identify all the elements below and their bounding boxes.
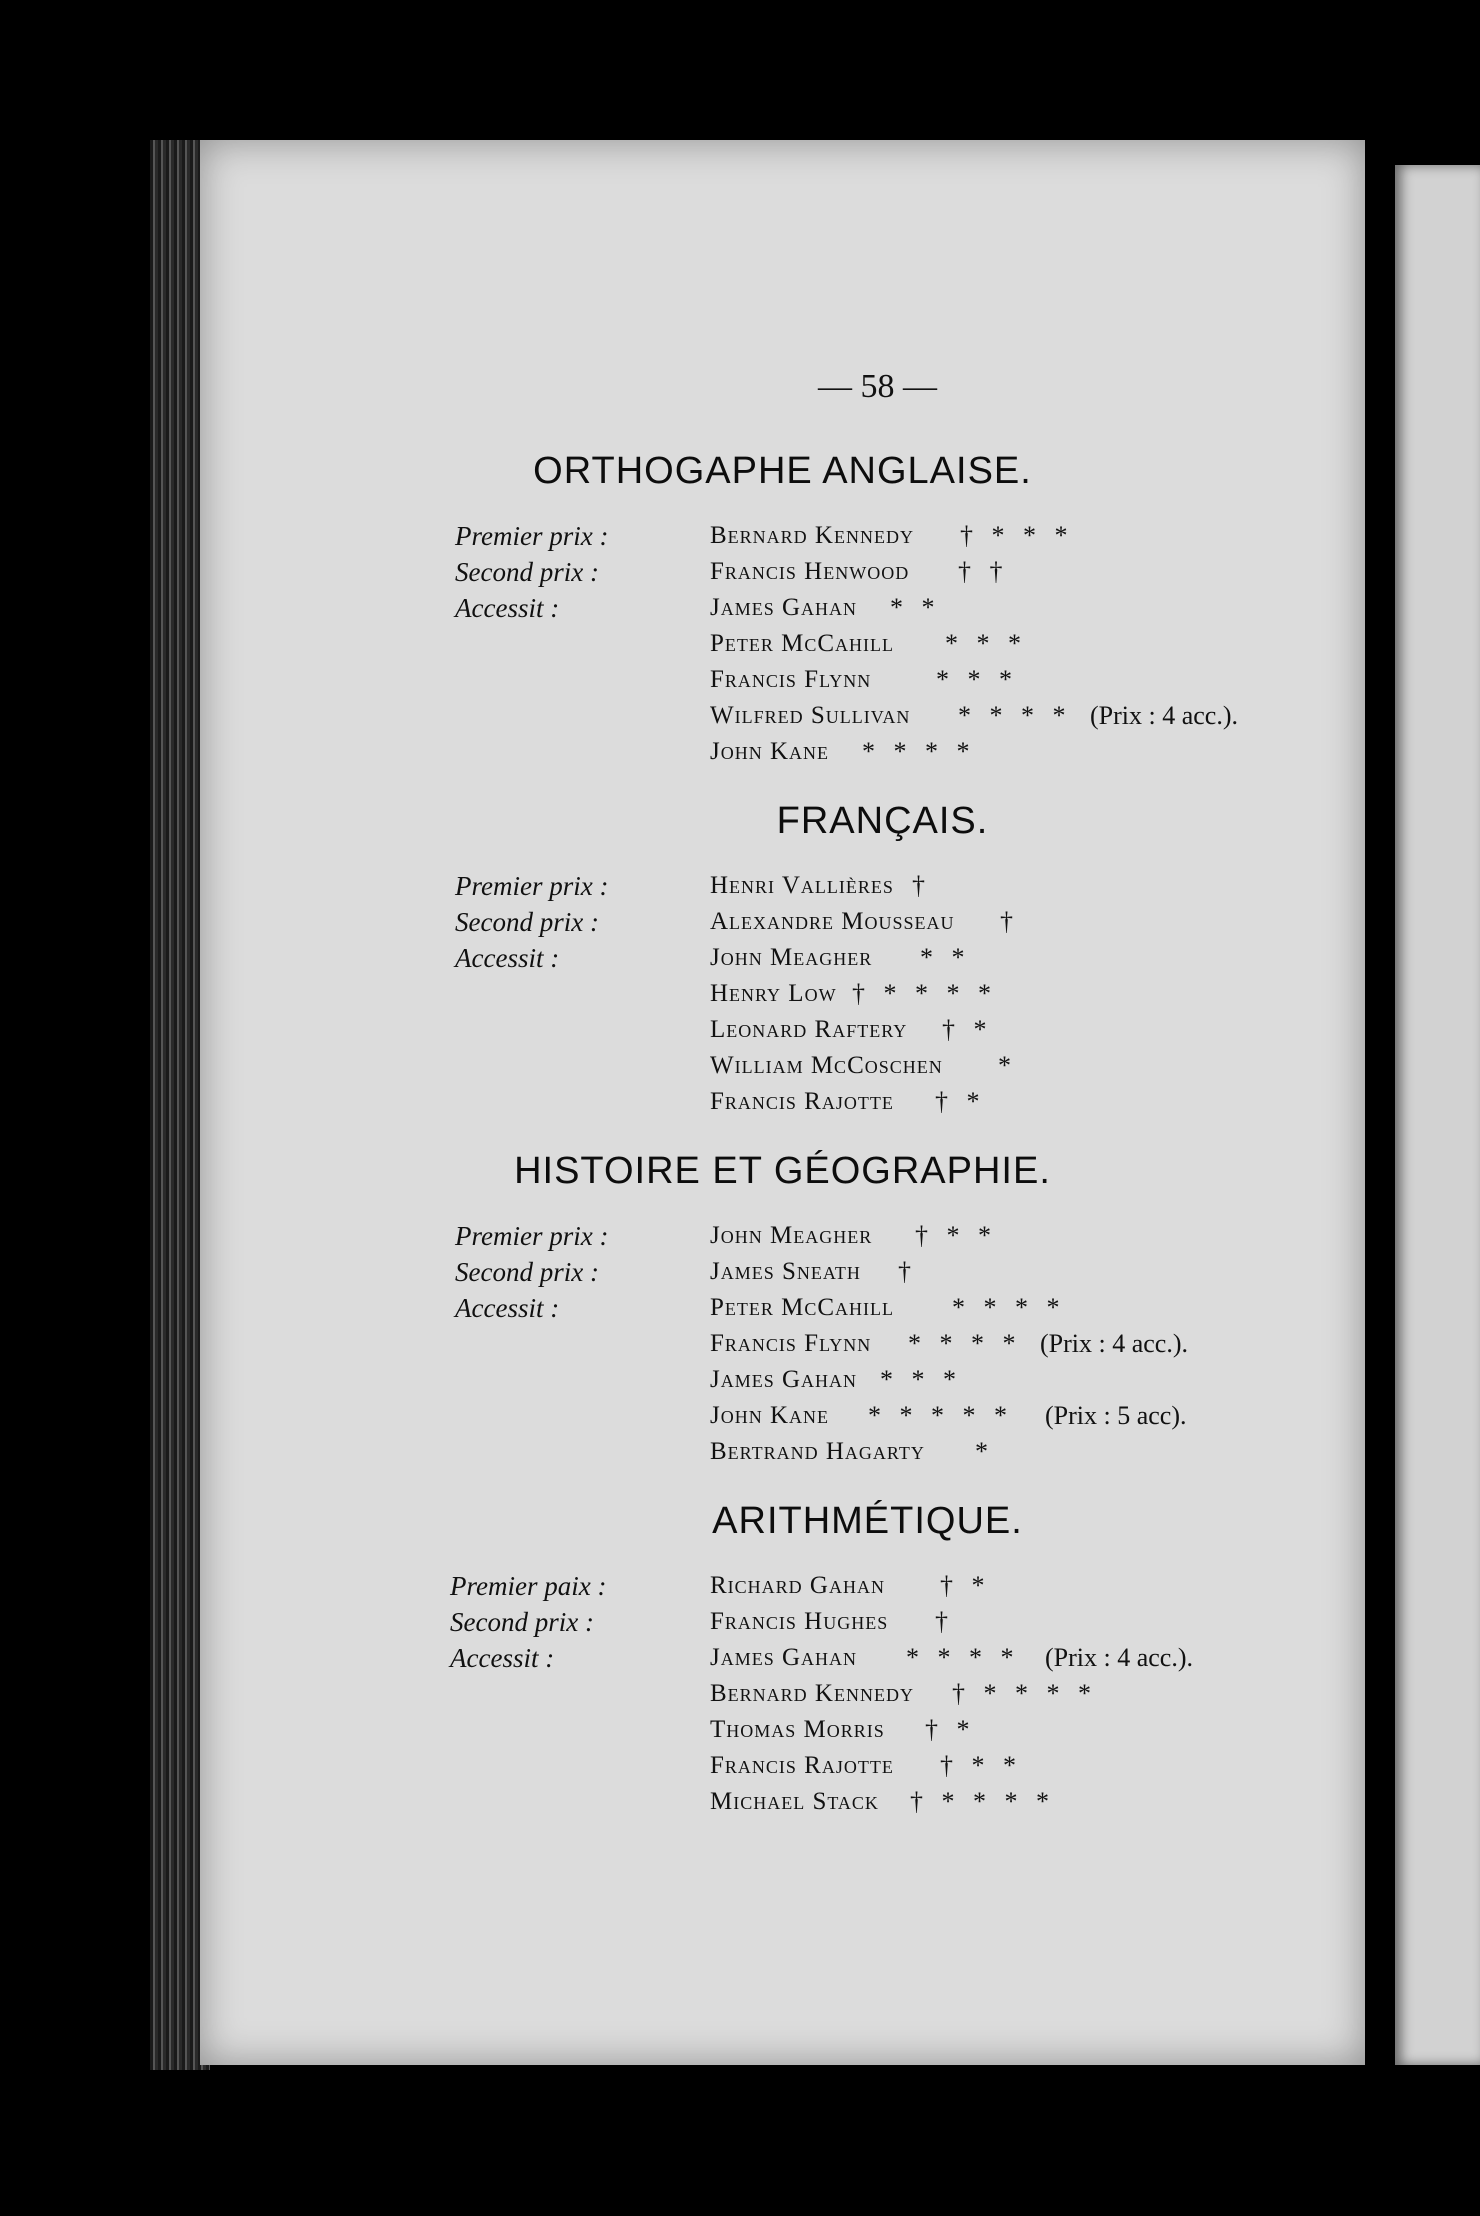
- student-name: John Meagher: [710, 1222, 873, 1249]
- distinction-marks: * * * *: [958, 701, 1072, 730]
- prize-note: (Prix : 4 acc.).: [1090, 701, 1239, 730]
- entry-row: [200, 1012, 1365, 1048]
- prize-note: (Prix : 4 acc.).: [1045, 1643, 1194, 1672]
- entry-row: [200, 626, 1365, 662]
- award-label: Second prix :: [455, 907, 599, 937]
- student-name: James Gahan: [710, 1644, 858, 1671]
- distinction-marks: *: [975, 1437, 994, 1466]
- student-name: Leonard Raftery: [710, 1016, 908, 1043]
- student-name: Thomas Morris: [710, 1716, 885, 1743]
- entry-row: [200, 868, 1365, 904]
- award-label: Premier prix :: [455, 871, 609, 901]
- distinction-marks: † *: [942, 1015, 993, 1044]
- award-label: Second prix :: [455, 1257, 599, 1287]
- student-name: John Kane: [710, 1402, 830, 1429]
- entry-row: [200, 1084, 1365, 1120]
- entry-row: [200, 1676, 1365, 1712]
- page-number: — 58 —: [818, 368, 937, 405]
- distinction-marks: †: [935, 1607, 954, 1636]
- award-label: Accessit :: [455, 593, 560, 623]
- student-name: James Gahan: [710, 594, 858, 621]
- distinction-marks: † †: [958, 557, 1009, 586]
- distinction-marks: † * *: [915, 1221, 997, 1250]
- entry-row: [200, 1640, 1365, 1676]
- entry-row: [200, 734, 1365, 770]
- entry-row: [200, 662, 1365, 698]
- award-label: Accessit :: [450, 1643, 555, 1673]
- entry-row: [200, 590, 1365, 626]
- entry-row: [200, 698, 1365, 734]
- entry-row: [200, 976, 1365, 1012]
- student-name: Peter McCahill: [710, 630, 895, 657]
- student-name: James Gahan: [710, 1366, 858, 1393]
- distinction-marks: †: [912, 871, 931, 900]
- student-name: Francis Hughes: [710, 1608, 889, 1635]
- distinction-marks: * * *: [945, 629, 1027, 658]
- entry-row: [200, 1398, 1365, 1434]
- entry-row: [200, 1784, 1365, 1820]
- entry-row: [200, 1434, 1365, 1470]
- distinction-marks: †: [898, 1257, 917, 1286]
- distinction-marks: * * * *: [906, 1643, 1020, 1672]
- student-name: Michael Stack: [710, 1788, 879, 1815]
- distinction-marks: † *: [940, 1571, 991, 1600]
- entry-row: [200, 1712, 1365, 1748]
- student-name: Henry Low: [710, 980, 837, 1007]
- distinction-marks: * * * *: [862, 737, 976, 766]
- student-name: Alexandre Mousseau: [710, 908, 955, 935]
- distinction-marks: * * * * *: [868, 1401, 1013, 1430]
- distinction-marks: † * * *: [960, 521, 1074, 550]
- entry-row: [200, 1362, 1365, 1398]
- award-label: Accessit :: [455, 943, 560, 973]
- student-name: James Sneath: [710, 1258, 861, 1285]
- entry-row: [200, 518, 1365, 554]
- distinction-marks: † * * * *: [952, 1679, 1097, 1708]
- distinction-marks: * *: [890, 593, 941, 622]
- student-name: Francis Rajotte: [710, 1088, 894, 1115]
- award-label: Premier prix :: [455, 1221, 609, 1251]
- student-name: Bernard Kennedy: [710, 1680, 914, 1707]
- student-name: Francis Rajotte: [710, 1752, 894, 1779]
- distinction-marks: * *: [920, 943, 971, 972]
- section-title: ORTHOGAPHE ANGLAISE.: [533, 450, 1032, 492]
- entry-row: [200, 904, 1365, 940]
- distinction-marks: * * * *: [908, 1329, 1022, 1358]
- entry-row: [200, 1254, 1365, 1290]
- section-title: HISTOIRE ET GÉOGRAPHIE.: [514, 1150, 1051, 1192]
- student-name: Richard Gahan: [710, 1572, 885, 1599]
- distinction-marks: *: [998, 1051, 1017, 1080]
- distinction-marks: † * * * *: [852, 979, 997, 1008]
- student-name: Francis Henwood: [710, 558, 910, 585]
- entry-row: [200, 1748, 1365, 1784]
- student-name: John Kane: [710, 738, 830, 765]
- student-name: Wilfred Sullivan: [710, 702, 911, 729]
- entry-row: [200, 940, 1365, 976]
- award-label: Second prix :: [450, 1607, 594, 1637]
- entry-row: [200, 1568, 1365, 1604]
- student-name: John Meagher: [710, 944, 873, 971]
- student-name: Francis Flynn: [710, 1330, 872, 1357]
- entry-row: [200, 1290, 1365, 1326]
- award-label: Premier prix :: [455, 521, 609, 551]
- distinction-marks: * * * *: [952, 1293, 1066, 1322]
- student-name: Peter McCahill: [710, 1294, 895, 1321]
- distinction-marks: * * *: [936, 665, 1018, 694]
- facing-page-edge: [1395, 165, 1480, 2065]
- prize-note: (Prix : 5 acc).: [1045, 1401, 1187, 1430]
- book-page: [200, 140, 1365, 2065]
- award-label: Second prix :: [455, 557, 599, 587]
- entry-row: [200, 1604, 1365, 1640]
- distinction-marks: † * * * *: [910, 1787, 1055, 1816]
- student-name: Bertrand Hagarty: [710, 1438, 925, 1465]
- entry-row: [200, 1326, 1365, 1362]
- entry-row: [200, 1048, 1365, 1084]
- student-name: Francis Flynn: [710, 666, 872, 693]
- distinction-marks: † *: [925, 1715, 976, 1744]
- award-label: Accessit :: [455, 1293, 560, 1323]
- section-title: FRANÇAIS.: [776, 800, 989, 842]
- student-name: William McCoschen: [710, 1052, 943, 1079]
- distinction-marks: † * *: [940, 1751, 1022, 1780]
- distinction-marks: † *: [935, 1087, 986, 1116]
- award-label: Premier paix :: [450, 1571, 607, 1601]
- distinction-marks: †: [1000, 907, 1019, 936]
- entry-row: [200, 1218, 1365, 1254]
- prize-note: (Prix : 4 acc.).: [1040, 1329, 1189, 1358]
- entry-row: [200, 554, 1365, 590]
- section-title: ARITHMÉTIQUE.: [712, 1500, 1023, 1542]
- distinction-marks: * * *: [880, 1365, 962, 1394]
- student-name: Henri Vallières: [710, 872, 894, 899]
- student-name: Bernard Kennedy: [710, 522, 914, 549]
